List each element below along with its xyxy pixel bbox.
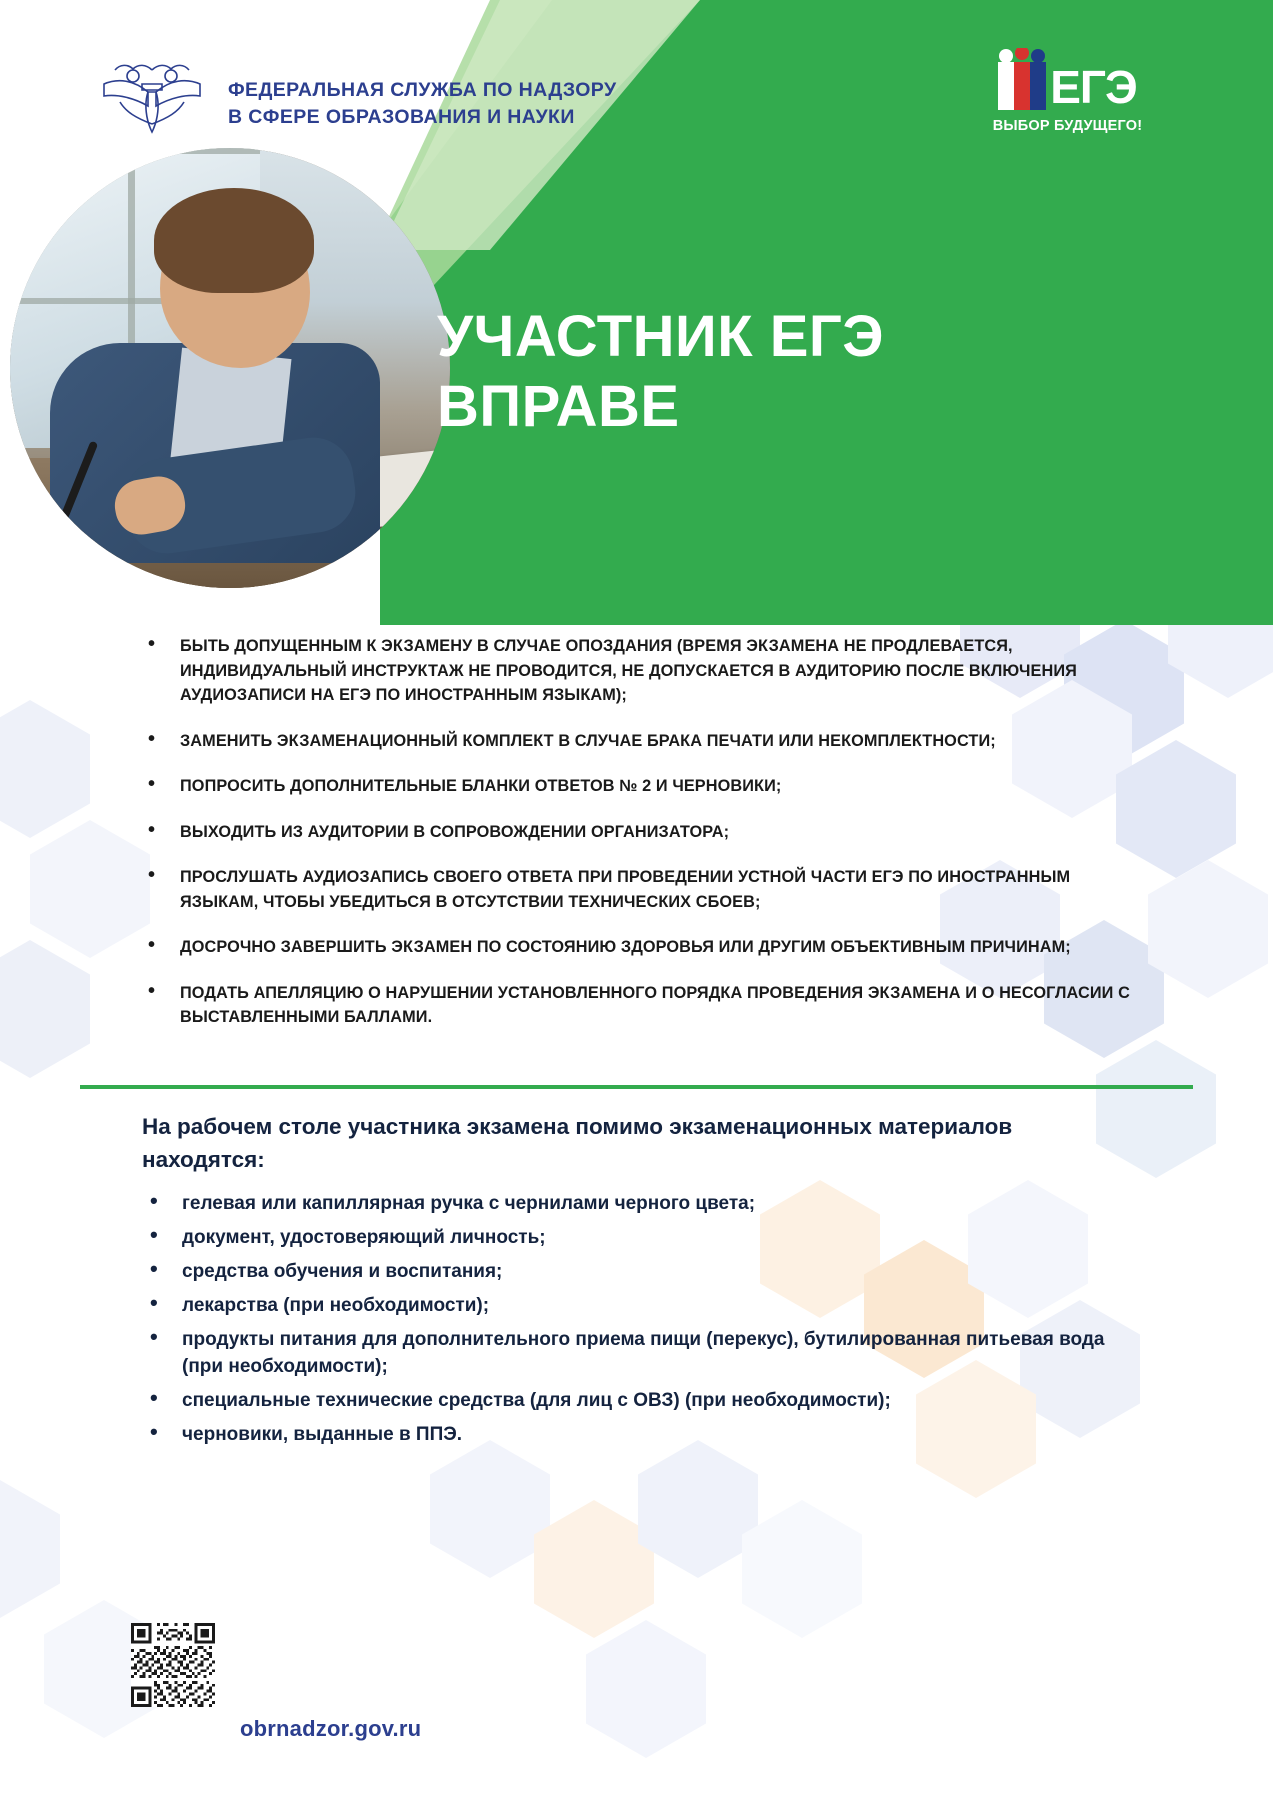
ege-logo — [980, 48, 1155, 134]
double-headed-eagle-emblem-icon — [100, 62, 204, 136]
agency-line-1: ФЕДЕРАЛЬНАЯ СЛУЖБА ПО НАДЗОРУ — [228, 79, 617, 101]
list-item: • документ, удостоверяющий личность; — [142, 1224, 1122, 1251]
agency-name — [228, 77, 617, 131]
agency-line-2: В СФЕРЕ ОБРАЗОВАНИЯ И НАУКИ — [228, 106, 575, 128]
list-item: • ЗАМЕНИТЬ ЭКЗАМЕНАЦИОННЫЙ КОМПЛЕКТ В СЛУЧАЕ БРАКА ПЕЧАТИ ИЛИ НЕКОМПЛЕКТНОСТИ; — [142, 729, 1132, 754]
ege-logo-text: ЕГЭ — [1050, 61, 1137, 113]
list-item: • ДОСРОЧНО ЗАВЕРШИТЬ ЭКЗАМЕН ПО СОСТОЯНИЮ ЗДОРОВЬЯ ИЛИ ДРУГИМ ОБЪЕКТИВНЫМ ПРИЧИНАМ; — [142, 935, 1132, 960]
rights-section — [142, 634, 1132, 1051]
qr-code-icon — [131, 1623, 215, 1707]
list-item: • ПОДАТЬ АПЕЛЛЯЦИЮ О НАРУШЕНИИ УСТАНОВЛЕННОГО ПОРЯДКА ПРОВЕДЕНИЯ ЭКЗАМЕНА И О НЕСОГЛАСИИ С ВЫСТАВЛЕННЫМИ БАЛЛАМИ. — [142, 981, 1132, 1030]
list-item: • ПРОСЛУШАТЬ АУДИОЗАПИСЬ СВОЕГО ОТВЕТА ПРИ ПРОВЕДЕНИИ УСТНОЙ ЧАСТИ ЕГЭ ПО ИНОСТРАННЫМ ЯЗЫКАМ, ЧТОБЫ УБЕДИТЬСЯ В ОТСУТСТВИИ ТЕХНИЧЕСКИХ СБОЕВ; — [142, 865, 1132, 914]
ege-logo-tagline: ВЫБОР БУДУЩЕГО! — [992, 118, 1143, 134]
list-item: • ПОПРОСИТЬ ДОПОЛНИТЕЛЬНЫЕ БЛАНКИ ОТВЕТОВ № 2 И ЧЕРНОВИКИ; — [142, 774, 1132, 799]
list-item: • продукты питания для дополнительного приема пищи (перекус), бутилированная питьевая вода (при необходимости); — [142, 1326, 1122, 1380]
list-item: • черновики, выданные в ППЭ. — [142, 1421, 1122, 1448]
list-item: • специальные технические средства (для лиц с ОВЗ) (при необходимости); — [142, 1387, 1122, 1414]
website-link[interactable]: obrnadzor.gov.ru — [240, 1716, 422, 1741]
list-item: • БЫТЬ ДОПУЩЕННЫМ К ЭКЗАМЕНУ В СЛУЧАЕ ОПОЗДАНИЯ (ВРЕМЯ ЭКЗАМЕНА НЕ ПРОДЛЕВАЕТСЯ, ИНДИВИДУАЛЬНЫЙ ИНСТРУКТАЖ НЕ ПРОВОДИТСЯ, НЕ ДОПУСКАЕТСЯ В АУДИТОРИЮ ПОСЛЕ ВКЛЮЧЕНИЯ АУДИОЗАПИСИ НА ЕГЭ ПО ИНОСТРАННЫМ ЯЗЫКАМ); — [142, 634, 1132, 708]
list-item: • гелевая или капиллярная ручка с чернилами черного цвета; — [142, 1190, 1122, 1217]
section-divider — [80, 1085, 1193, 1089]
student-writing-exam-photo — [10, 148, 450, 588]
list-item: • ВЫХОДИТЬ ИЗ АУДИТОРИИ В СОПРОВОЖДЕНИИ ОРГАНИЗАТОРА; — [142, 820, 1132, 845]
desk-section-heading: На рабочем столе участника экзамена помимо экзаменационных материалов находятся: — [142, 1114, 1013, 1172]
list-item: • средства обучения и воспитания; — [142, 1258, 1122, 1285]
rights-list — [142, 634, 1132, 1030]
desk-items-section — [142, 1110, 1122, 1455]
page-title: УЧАСТНИК ЕГЭ ВПРАВЕ — [437, 304, 885, 439]
list-item: • лекарства (при необходимости); — [142, 1292, 1122, 1319]
ege-people-icon — [998, 48, 1046, 110]
desk-items-list — [142, 1190, 1122, 1448]
